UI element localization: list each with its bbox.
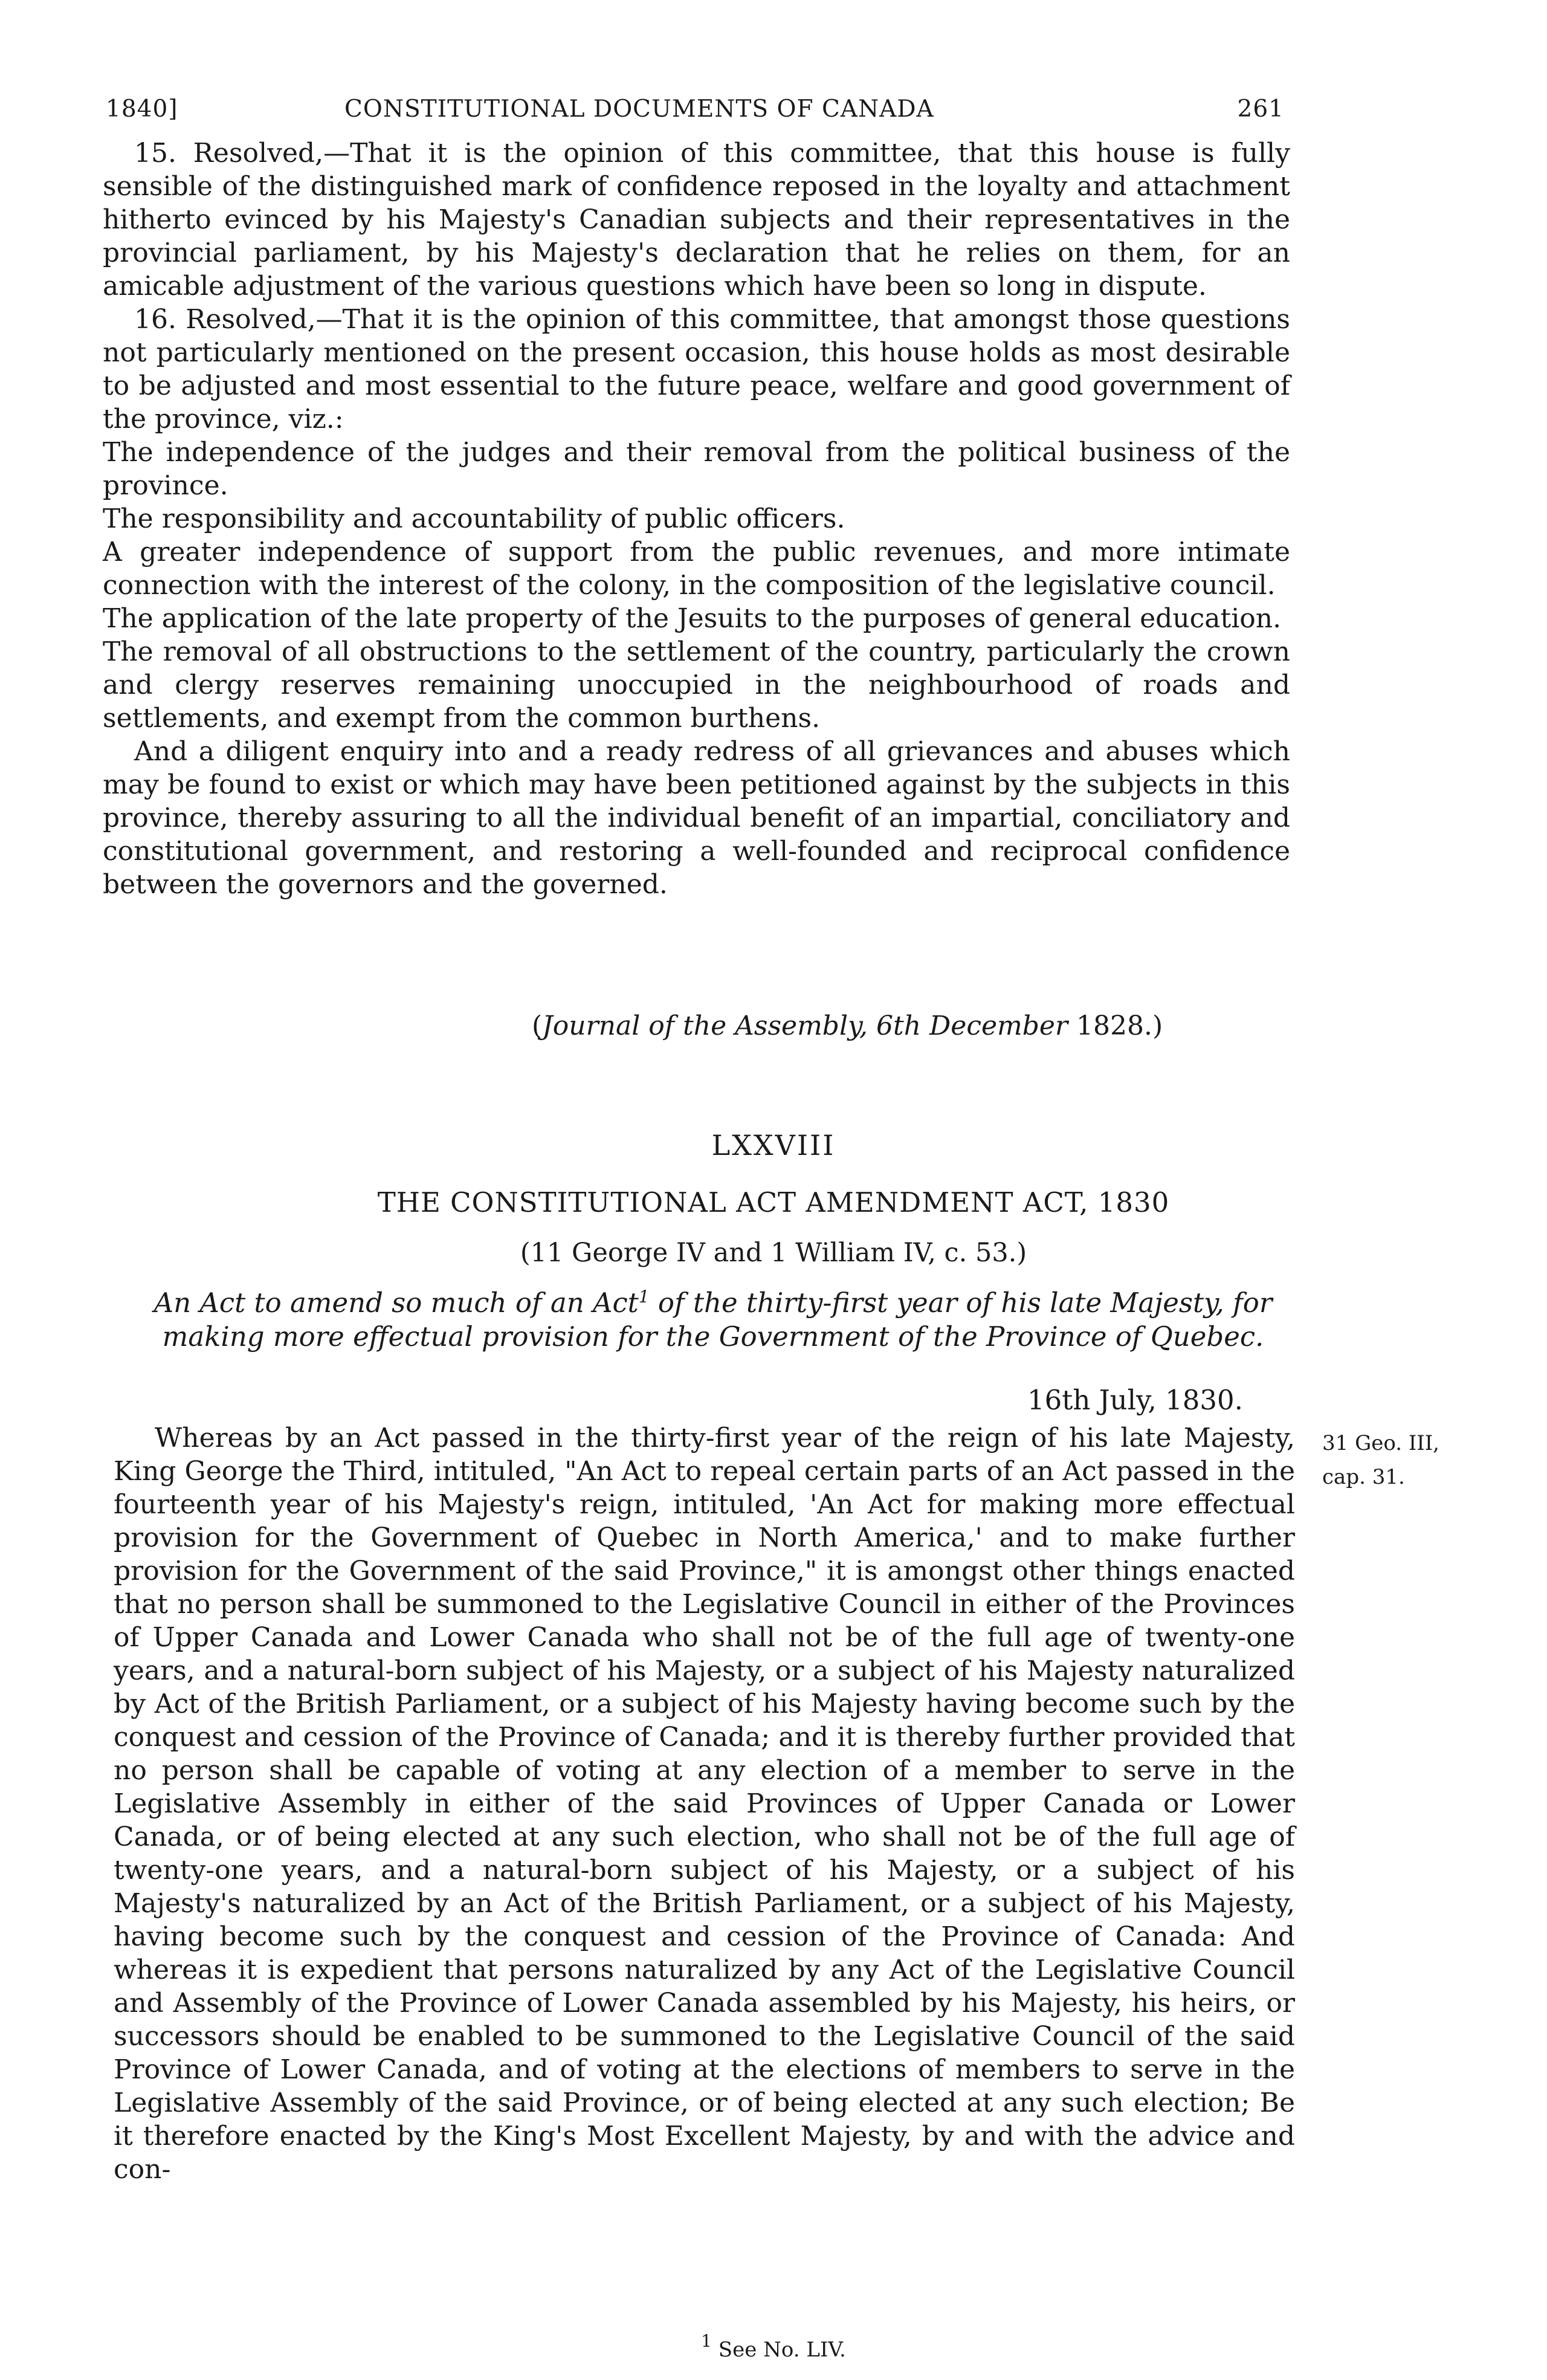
source-open: (: [532, 1011, 543, 1041]
footnote-marker: 1: [701, 2331, 712, 2351]
footnote-text: See No. LIV.: [712, 2338, 846, 2362]
list-item: The independence of the judges and their removal from the political business of the province.: [103, 437, 1290, 501]
source-journal: Journal of the Assembly, 6th December: [542, 1011, 1068, 1041]
act-subtitle: [136, 1286, 1290, 1354]
act-date: 16th July, 1830.: [1027, 1384, 1243, 1416]
list-item: And a diligent enquiry into and a ready redress of all grievances and abuses which may be found to exist or which may have been petitioned against by the subjects in this province, thereby assuring to all the individual benefit of an impartial, conciliatory and constitutional government, and restoring a well-founded and reciprocal confidence between the governors and the governed.: [103, 736, 1290, 900]
chapter-title: THE CONSTITUTIONAL ACT AMENDMENT ACT, 1830: [377, 1186, 1170, 1218]
margin-note-line: cap. 31.: [1322, 1465, 1405, 1489]
list-item: A greater independence of support from the public revenues, and more intimate connection with the interest of the colony, in the composition of the legislative council.: [103, 537, 1290, 601]
resolution-15: 15. Resolved,—That it is the opinion of this committee, that this house is fully sensible of the distinguished mark of confidence reposed in the loyalty and attachment hitherto evinced by his Majesty's Canadian subjects and their representatives in the provincial parliament, by his Majesty's declaration that he relies on them, for an amicable adjustment of the various questions which have been so long in dispute.: [103, 138, 1290, 302]
running-header: [106, 86, 1284, 134]
list-item: The application of the late property of the Jesuits to the purposes of general education.: [103, 603, 1282, 634]
source-citation: [532, 1011, 1163, 1041]
header-title: CONSTITUTIONAL DOCUMENTS OF CANADA: [344, 95, 934, 123]
margin-note: [1322, 1426, 1439, 1494]
chapter-number: LXXVIII: [711, 1129, 836, 1162]
act-preamble: Whereas by an Act passed in the thirty-first year of the reign of his late Majesty, King George the Third, intituled, "An Act to repeal certain parts of an Act passed in the fourteenth year of his Majesty's reign, intituled, 'An Act for making more effectual provision for the Government of Quebec in North America,' and to make further provision for the Government of the said Province," it is amongst other things enacted that no person shall be summoned to the Legislative Council in either of the Provinces of Upper Canada and Lower Canada who shall not be of the full age of twenty-one years, and a natural-born subject of his Majesty, or a subject of his Majesty naturalized by Act of the British Parliament, or a subject of his Majesty having become such by the conquest and cession of the Province of Canada; and it is thereby further provided that no person shall be capable of voting at any election of a member to serve in the Legislative Assembly in either of the said Provinces of Upper Canada or Lower Canada, or of being elected at any such election, who shall not be of the full age of twenty-one years, and a natural-born subject of his Majesty, or a subject of his Majesty's naturalized by an Act of the British Parliament, or a subject of his Majesty, having become such by the conquest and cession of the Province of Canada: And whereas it is expedient that persons naturalized by any Act of the Legislative Council and Assembly of the Province of Lower Canada assembled by his Majesty, his heirs, or successors should be enabled to be summoned to the Legislative Council of the said Province of Lower Canada, and of voting at the elections of members to serve in the Legislative Assembly of the said Province, or of being elected at any such election; Be it therefore enacted by the King's Most Excellent Majesty, by and with the advice and con-: [114, 1423, 1295, 2185]
footnote-ref: 1: [638, 1287, 650, 1307]
header-year: 1840]: [106, 95, 178, 123]
resolutions-section: [103, 137, 1290, 901]
list-item: The responsibility and accountability of public officers.: [103, 503, 845, 534]
footnote: [0, 2331, 1547, 2362]
list-item: The removal of all obstructions to the settlement of the country, particularly the crown and clergy reserves remaining unoccupied in the neighbourhood of roads and settlements, and exempt from the common burthens.: [103, 636, 1290, 734]
chapter-citation: (11 George IV and 1 William IV, c. 53.): [520, 1238, 1027, 1268]
page-number: 261: [1237, 95, 1284, 123]
act-body: [114, 1421, 1295, 2186]
resolution-16: 16. Resolved,—That it is the opinion of this committee, that amongst those questions not particularly mentioned on the present occasion, this house holds as most desirable to be adjusted and most essential to the future peace, welfare and good government of the province, viz.:: [103, 304, 1290, 435]
subtitle-part-a: An Act to amend so much of an Act: [153, 1287, 639, 1319]
subtitle-part-b: of the thirty-first year of his late Majesty, for making more effectual provision for the Government of the Province of Quebec.: [162, 1287, 1273, 1353]
margin-note-line: 31 Geo. III,: [1322, 1431, 1439, 1455]
source-year: 1828.): [1068, 1011, 1163, 1041]
